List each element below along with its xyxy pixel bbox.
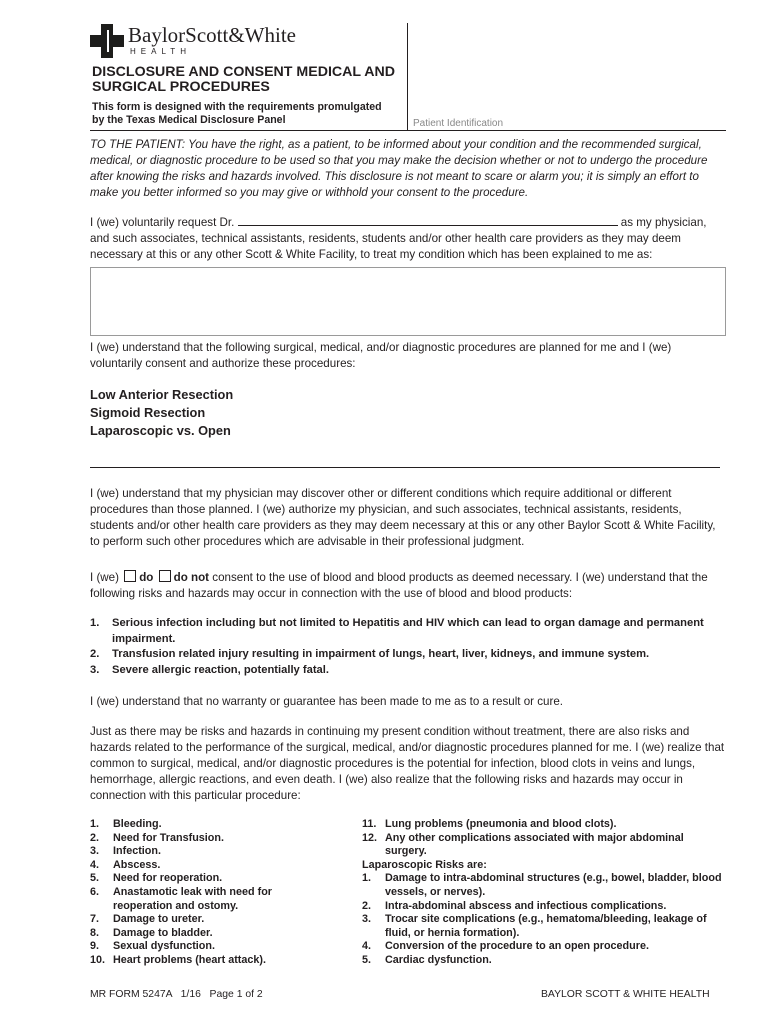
blood-do-not-label: do not <box>173 571 210 584</box>
list-item: 5. Cardiac dysfunction. <box>362 953 492 966</box>
procedure-item: Laparoscopic vs. Open <box>90 423 231 438</box>
procedure-item: Low Anterior Resection <box>90 387 234 402</box>
list-item: 3. Trocar site complications (e.g., hematoma/bleeding, leakage of fluid, or hernia formation). <box>362 913 707 939</box>
list-item: 5. Need for reoperation. <box>90 872 223 885</box>
footer-form-number: MR FORM 5247A 1/16 Page 1 of 2 <box>90 989 263 1000</box>
physician-request <box>90 215 726 263</box>
intro-paragraph: TO THE PATIENT: You have the right, as a patient, to be informed about your condition and the recommended surgical, medical, or diagnostic procedure to be used so that you may make the decision whether or not to undergo the procedure after knowing the risks and hazards involved. This disclosure is not meant to scare or alarm you; it is simply an effort to make you better informed so you may give or withhold your consent to the procedure. <box>90 138 708 199</box>
list-item: 10. Heart problems (heart attack). <box>90 953 267 966</box>
list-item: 12. Any other complications associated with major abdominal surgery. <box>362 831 684 858</box>
blood-lead: I (we) <box>90 571 119 584</box>
list-item: 4. Conversion of the procedure to an open procedure. <box>362 940 649 953</box>
list-item: 8. Damage to bladder. <box>90 926 213 939</box>
list-item: 6. Anastamotic leak with need for reoperation and ostomy. <box>90 885 272 912</box>
risks-intro-paragraph: Just as there may be risks and hazards in continuing my present condition without treatment, there are also risks and hazards related to the performance of the surgical, medical, and/or diagnostic procedures planned for me. I (we) realize that common to surgical, medical, and/or diagnostic procedures is the potential for infection, blood clots in veins and lungs, hemorrhage, allergic reactions, and even death. I (we) also realize that the following risks and hazards may occur in connection with this particular procedure: <box>90 725 725 802</box>
list-item: 1. Serious infection including but not limited to Hepatitis and HIV which can lead to organ damage and permanent impairment. <box>90 617 704 645</box>
procedure-list <box>90 386 233 440</box>
request-lead: I (we) voluntarily request Dr. <box>90 216 235 229</box>
list-item: 11. Lung problems (pneumonia and blood clots). <box>362 818 617 830</box>
brand-subtitle: HEALTH <box>130 47 191 56</box>
form-subtitle: This form is designed with the requirements promulgated by the Texas Medical Disclosure Panel <box>92 101 382 126</box>
list-item: 2. Transfusion related injury resulting in impairment of lungs, heart, liver, kidneys, and immune system. <box>90 648 650 660</box>
condition-explanation-field[interactable] <box>90 267 726 336</box>
other-conditions-paragraph: I (we) understand that my physician may discover other or different conditions which require additional or different procedures than those planned. I (we) authorize my physician, and such associates, technical assistants, residents, students and/or other health care providers as they may deem necessary at this or any other Baylor Scott & White Facility, to perform such other procedures which are advisable in their professional judgment. <box>90 487 716 548</box>
request-rest: and such associates, technical assistants, residents, students and/or other health care providers as they may deem necessary at this or any other Scott & White Facility, to treat my condition which has been explained to me as: <box>90 232 681 261</box>
list-item: 1. Bleeding. <box>90 818 162 830</box>
list-item: 2. Need for Transfusion. <box>90 831 224 844</box>
logo-cross-icon <box>90 24 124 58</box>
list-item: 2. Intra-abdominal abscess and infectious complications. <box>362 899 667 912</box>
list-item: 3. Infection. <box>90 845 161 858</box>
risks-left-column <box>90 818 320 968</box>
header-divider-vertical <box>407 23 408 131</box>
footer-organization: BAYLOR SCOTT & WHITE HEALTH <box>541 989 710 1000</box>
physician-name-field[interactable] <box>238 215 618 226</box>
blood-rest: consent to the use of blood and blood products as deemed necessary. I (we) understand that the following risks and hazards may occur in connection with the use of blood and blood products: <box>90 571 708 600</box>
blood-do-label: do <box>139 571 154 584</box>
list-item: 7. Damage to ureter. <box>90 913 205 926</box>
procedure-item: Sigmoid Resection <box>90 405 206 420</box>
procedure-divider <box>90 467 720 468</box>
list-item: 3. Severe allergic reaction, potentially fatal. <box>90 663 329 676</box>
request-tail: as my physician, <box>620 216 707 229</box>
planned-procedures-paragraph: I (we) understand that the following surgical, medical, and/or diagnostic procedures are planned for me and I (we) voluntarily consent and authorize these procedures: <box>90 341 672 370</box>
blood-consent-paragraph <box>90 570 726 602</box>
warranty-paragraph: I (we) understand that no warranty or guarantee has been made to me as to a result or cure. <box>90 695 564 708</box>
form-title: DISCLOSURE AND CONSENT MEDICAL AND SURGICAL PROCEDURES <box>92 64 395 95</box>
list-item: 9. Sexual dysfunction. <box>90 940 215 953</box>
blood-do-checkbox[interactable] <box>124 570 136 582</box>
risks-right-column <box>362 818 728 968</box>
laparoscopic-risks-heading: Laparoscopic Risks are: <box>362 858 487 871</box>
list-item: 1. Damage to intra-abdominal structures (e.g., bowel, bladder, blood vessels, or nerves). <box>362 872 722 898</box>
blood-do-not-checkbox[interactable] <box>159 570 171 582</box>
header-divider-horizontal <box>90 130 726 131</box>
patient-identification-label: Patient Identification <box>413 118 504 129</box>
list-item: 4. Abscess. <box>90 858 161 871</box>
blood-risk-list <box>90 616 726 678</box>
brand-name: BaylorScott&White <box>128 23 296 47</box>
